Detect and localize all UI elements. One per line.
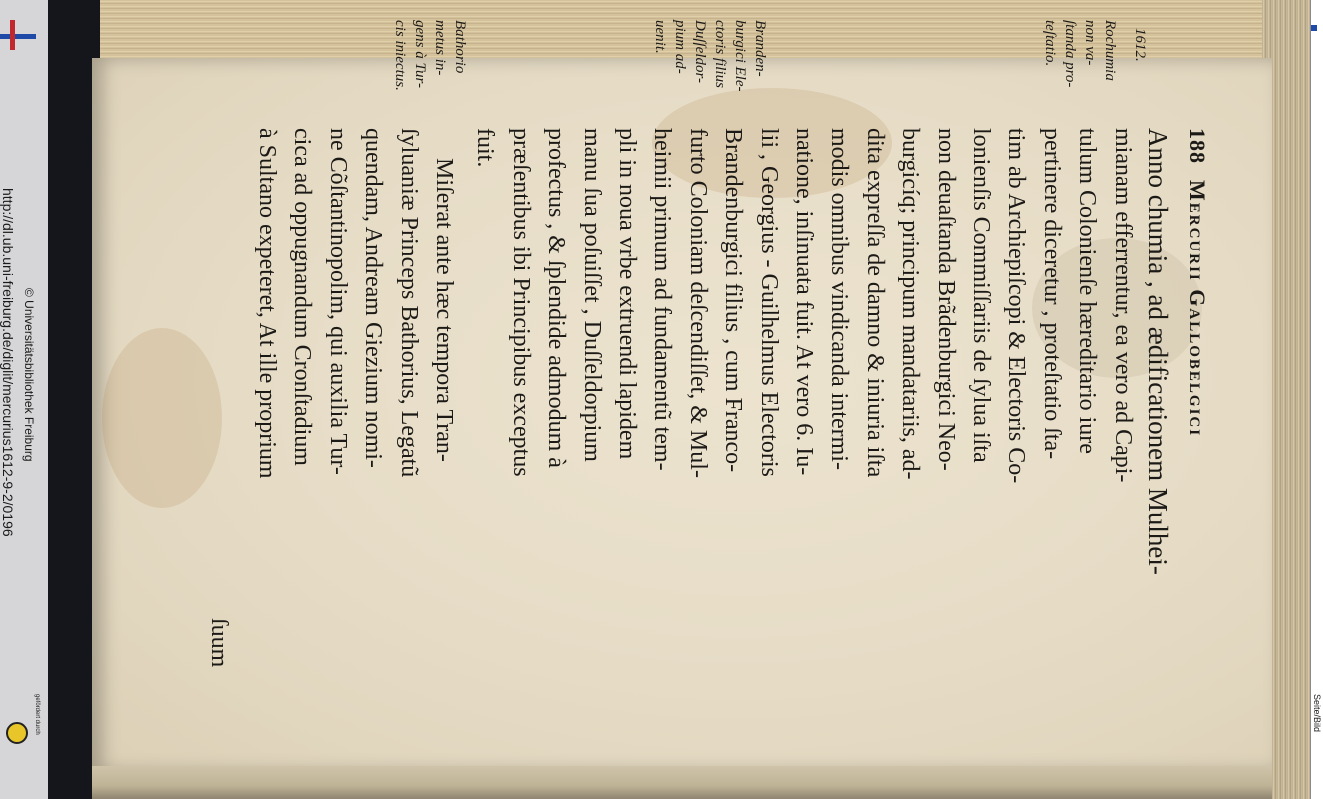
text-line: non deuaſtanda Brãdenburgici Neo- [932, 128, 959, 471]
viewer-right-strip [1310, 0, 1323, 799]
margin-note-line: ſtanda pro- [1062, 20, 1078, 88]
margin-note [650, 20, 770, 92]
text-line: pertinere diceretur , proteſtatio ſta- [1038, 128, 1065, 460]
text-line: manu ſua poſuiſſet , Duſſeldorpium [578, 128, 605, 462]
margin-note-line: Rochumia [1102, 20, 1118, 81]
text-line: furto Coloniam deſcendiſſet, & Mul- [684, 128, 711, 478]
margin-note-line: non va- [1082, 20, 1098, 66]
margin-note-line: burgici Ele- [732, 20, 748, 92]
right-label: Seite/Bild [1312, 694, 1322, 733]
text-line: quendam, Andream Giezium nomi- [360, 128, 387, 468]
text-line: burgicíq; principum mandatariis, ad- [897, 128, 924, 480]
margin-note-year: 1612. [1132, 28, 1148, 62]
text-line: lii , Georgius - Guilhelmus Electoris [755, 128, 782, 477]
text-line: tim ab Archiepiſcopi & Electoris Co- [1003, 128, 1030, 484]
page-text-block [206, 20, 1210, 728]
text-line: mianam efferrentur, ea vero ad Capi- [1109, 128, 1136, 483]
text-line: fuit. [472, 128, 499, 168]
text-line: profectus , & ſplendide admodum à [543, 128, 570, 468]
margin-note-line: Branden- [752, 20, 768, 77]
text-line: pli in noua vrbe extruendi lapidem [614, 128, 640, 460]
margin-note-line: ctoris filius [712, 20, 728, 88]
margin-note-line: teſtatio. [1042, 20, 1058, 67]
margin-note [390, 20, 470, 91]
page-bottom-edge [92, 766, 1272, 799]
text-line: natione, inſinuata fuit. At vero 6. Iu- [791, 128, 817, 476]
margin-note-line: cis iniectus. [392, 20, 408, 91]
text-line: à Sultano expeteret, At ille proprium [254, 128, 280, 479]
margin-note-line: Duſſeldor- [692, 20, 708, 84]
text-line: ſyluaniæ Princeps Bathorius, Legatũ [395, 128, 422, 478]
text-line: dita expreſſa de damno & iniuria iſta [861, 128, 888, 478]
text-line: Miſerat ante hæc tempora Tran- [431, 158, 457, 462]
running-header [1184, 128, 1210, 718]
margin-note-line: gens à Tur- [412, 20, 428, 89]
text-line: lonienſis Commiſſariis de ſylua iſta [968, 128, 994, 463]
funded-by-text: gefördert durch [34, 694, 40, 735]
text-line: heimii primum ad fundamentũ tem- [649, 128, 676, 471]
text-line: Brandenburgici filius , cum Franco- [720, 128, 747, 473]
margin-note [1040, 20, 1120, 87]
margin-note-line: uenit. [652, 20, 668, 54]
page-number: 188 [1185, 128, 1210, 164]
margin-note-line: pium ad- [672, 20, 688, 74]
flag-icon [0, 30, 36, 44]
flag-icon-right [1311, 22, 1323, 36]
text-line: modis omnibus vindicanda intermi- [826, 128, 853, 470]
margin-note-line: Bathorio [452, 20, 468, 74]
funder-logo-icon [6, 722, 28, 744]
source-url[interactable]: http://dl.ub.uni-freiburg.de/diglit/mercurius1612-9-2/0196 [0, 188, 16, 537]
viewer-left-strip [0, 0, 49, 799]
text-line: præſentibus ibi Principibus exceptus [507, 128, 534, 477]
text-line: tulum Colonienſe hæreditario iure [1074, 128, 1101, 454]
catchword: ſuum [206, 618, 232, 668]
copyright-text: © Universitätsbibliothek Freiburg [22, 288, 36, 462]
margin-note-line: metus in- [432, 20, 448, 76]
text-line: cica ad oppugnandum Cronſtadium [289, 128, 316, 466]
text-line: ne Cõſtantinopolim, qui auxilia Tur- [324, 128, 351, 475]
running-title: Mercurii Gallobelgici [1185, 180, 1210, 438]
text-line: Anno chumia , ad ædificationem Mulhei- [1143, 128, 1173, 575]
